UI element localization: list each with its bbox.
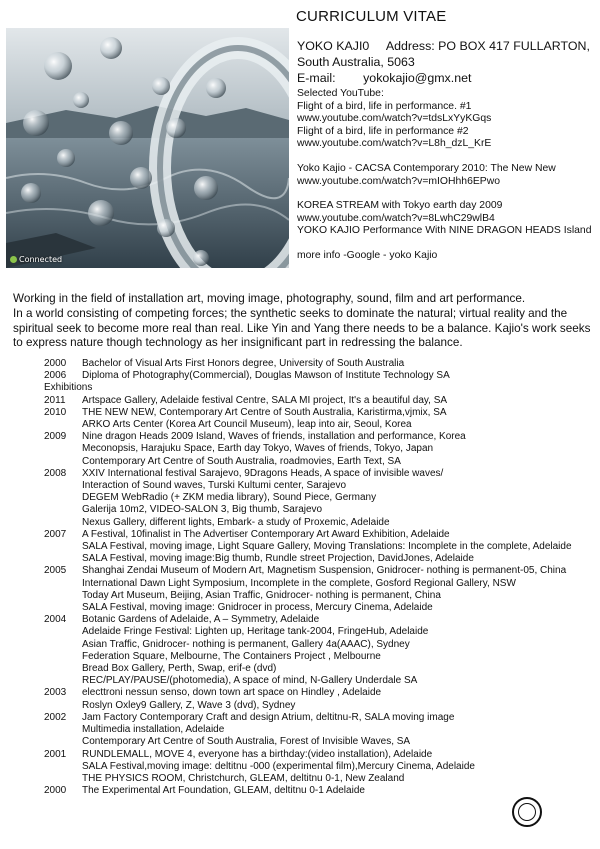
youtube-line: Flight of a bird, life in performance #2 — [297, 125, 469, 137]
cv-row — [44, 578, 600, 590]
cv-year: 2002 — [44, 711, 67, 723]
cv-row — [44, 553, 600, 565]
cv-year — [44, 602, 82, 614]
cv-row — [44, 785, 600, 797]
cv-entry: Galerija 10m2, VIDEO-SALON 3, Big thumb, Sarajevo — [82, 504, 323, 516]
cv-year — [44, 590, 82, 602]
cv-row — [44, 626, 600, 638]
cv-entry: ARKO Arts Center (Korea Art Council Museum), leap into air, Seoul, Korea — [82, 419, 412, 431]
cv-row — [44, 370, 600, 382]
cv-row — [44, 773, 600, 785]
cv-entry: THE NEW NEW, Contemporary Art Centre of South Australia, Karistirma,vjmix, SA — [82, 406, 447, 418]
cv-entry: Asian Traffic, Gnidrocer- nothing is permanent, Gallery 4a(AAAC), Sydney — [82, 638, 410, 650]
more-info: more info -Google - yoko Kajio — [297, 249, 438, 261]
cv-entry: REC/PLAY/PAUSE/(photomedia), A space of mind, N-Gallery Underdale SA — [82, 675, 418, 687]
cv-row — [44, 407, 600, 419]
cv-entry: Today Art Museum, Beijing, Asian Traffic, Gnidrocer- nothing is permanent, China — [82, 589, 441, 601]
cv-row — [44, 443, 600, 455]
cv-year — [44, 773, 82, 785]
cv-year — [44, 553, 82, 565]
youtube-line: Flight of a bird, life in performance. #1 — [297, 100, 472, 112]
cv-year — [44, 504, 82, 516]
cv-year — [44, 663, 82, 675]
cv-row — [44, 724, 600, 736]
contact-region: South Australia, 5063 — [297, 55, 415, 69]
cv-year — [44, 675, 82, 687]
cv-entry: Shanghai Zendai Museum of Modern Art, Magnetism Suspension, Gnidrocer- nothing is permanent-05, China — [82, 565, 567, 577]
youtube-list — [297, 88, 597, 263]
cv-row — [44, 565, 600, 577]
cv-entry: Botanic Gardens of Adelaide, A – Symmetry, Adelaide — [82, 614, 320, 626]
cv-row — [44, 517, 600, 529]
cv-entry: Diploma of Photography(Commercial), Douglas Mawson of Institute Technology SA — [82, 370, 450, 382]
cv-entry: Multimedia installation, Adelaide — [82, 724, 225, 736]
cv-entry: Contemporary Art Centre of South Australia, roadmovies, Earth Text, SA — [82, 455, 401, 467]
cv-entry: DEGEM WebRadio (+ ZKM media library), Sound Piece, Germany — [82, 492, 377, 504]
cv-year: 2009 — [44, 431, 67, 443]
cv-row — [44, 468, 600, 480]
cv-row — [44, 431, 600, 443]
cv-year — [44, 651, 82, 663]
cv-row — [44, 761, 600, 773]
cv-entry: SALA Festival, moving image, Light Square Gallery, Moving Translations: Incomplete in the complete, Adelaide — [82, 541, 572, 553]
cv-heading-text: Exhibitions — [44, 382, 93, 394]
youtube-line: YOKO KAJIO Performance With NINE DRAGON HEADS Island — [297, 225, 592, 237]
cv-entry: SALA Festival,moving image: deltitnu -000 (experimental film),Mercury Cinema, Adelaide — [82, 760, 475, 772]
artwork-image — [6, 28, 289, 268]
spacer — [297, 238, 597, 250]
cv-year — [44, 480, 82, 492]
cv-row — [44, 700, 600, 712]
cv-year — [44, 700, 82, 712]
page-title: CURRICULUM VITAE — [296, 8, 447, 25]
cv-year — [44, 761, 82, 773]
youtube-line: KOREA STREAM with Tokyo earth day 2009 — [297, 200, 503, 212]
statement-p2: In a world consisting of competing forces; the synthetic seeks to dominate the natural; virtual reality and the spiritual seek to become more real than real. Like Yin and Yang there needs to be a balance. Kajio's work seeks to express nature though technology as her insignificant part in redressing the balance. — [13, 306, 591, 350]
cv-year: 2010 — [44, 406, 67, 418]
cv-entry: electtroni nessun senso, down town art space on Hindley , Adelaide — [82, 687, 382, 699]
email-label: E-mail: — [297, 71, 336, 85]
cv-row — [44, 736, 600, 748]
cv-row — [44, 712, 600, 724]
artist-statement — [13, 292, 595, 351]
cv-entry: Federation Square, Melbourne, The Containers Project , Melbourne — [82, 650, 381, 662]
cv-row — [44, 504, 600, 516]
youtube-link[interactable]: www.youtube.com/watch?v=mIOHhh6EPwo — [297, 175, 500, 187]
cv-year — [44, 492, 82, 504]
cv-year — [44, 419, 82, 431]
cv-row — [44, 480, 600, 492]
cv-row — [44, 456, 600, 468]
cv-entry: Nexus Gallery, different lights, Embark- a study of Proxemic, Adelaide — [82, 516, 390, 528]
youtube-link[interactable]: www.youtube.com/watch?v=tdsLxYyKGqs — [297, 113, 492, 125]
cv-year: 2007 — [44, 528, 67, 540]
statement-p1: Working in the field of installation art, moving image, photography, sound, film and art performance. — [13, 292, 526, 305]
youtube-link[interactable]: www.youtube.com/watch?v=8LwhC29wlB4 — [297, 212, 495, 224]
cv-year — [44, 578, 82, 590]
cv-list — [44, 358, 600, 797]
logo-mark-icon — [518, 803, 536, 821]
cv-entry: Roslyn Oxley9 Gallery, Z, Wave 3 (dvd), Sydney — [82, 699, 296, 711]
cv-row — [44, 529, 600, 541]
cv-year — [44, 456, 82, 468]
cv-entry: XXIV International festival Sarajevo, 9Dragons Heads, A space of invisible waves/ — [82, 467, 444, 479]
cv-year: 2006 — [44, 370, 67, 382]
cv-entry: RUNDLEMALL, MOVE 4, everyone has a birthday:(video installation), Adelaide — [82, 748, 433, 760]
cv-entry: Artspace Gallery, Adelaide festival Centre, SALA MI project, It's a beautiful day, SA — [82, 394, 448, 406]
connection-status: Connected — [10, 255, 62, 264]
cv-year: 2004 — [44, 614, 67, 626]
cv-year — [44, 517, 82, 529]
cv-row — [44, 675, 600, 687]
cv-row — [44, 492, 600, 504]
cv-year: 2011 — [44, 394, 66, 406]
cv-entry: Meconopsis, Harajuku Space, Earth day Tokyo, Waves of friends, Tokyo, Japan — [82, 443, 434, 455]
cv-year — [44, 443, 82, 455]
cv-row — [44, 639, 600, 651]
cv-year: 2000 — [44, 785, 67, 797]
cv-section-heading — [44, 382, 600, 394]
cv-row — [44, 541, 600, 553]
cv-year — [44, 626, 82, 638]
cv-row — [44, 602, 600, 614]
cv-row — [44, 614, 600, 626]
cv-year: 2000 — [44, 358, 67, 369]
artwork-photo — [6, 28, 289, 268]
cv-entry: SALA Festival, moving image: Gnidrocer in process, Mercury Cinema, Adelaide — [82, 602, 433, 614]
cv-row — [44, 590, 600, 602]
logo — [512, 797, 542, 827]
cv-entry: Bread Box Gallery, Perth, Swap, erif-e (dvd) — [82, 663, 277, 675]
cv-entry: The Experimental Art Foundation, GLEAM, deltitnu 0-1 Adelaide — [82, 785, 365, 797]
cv-year — [44, 724, 82, 736]
cv-entry: Nine dragon Heads 2009 Island, Waves of friends, installation and performance, Korea — [82, 431, 466, 443]
cv-year — [44, 639, 82, 651]
cv-entry: International Dawn Light Symposium, Incomplete in the complete, Gosford Regional Gallery, NSW — [82, 577, 516, 589]
email-value[interactable]: yokokajio@gmx.net — [363, 71, 472, 85]
cv-row — [44, 358, 600, 370]
contact-name-address: YOKO KAJI0 Address: PO BOX 417 FULLARTON, — [297, 39, 590, 53]
cv-entry: Jam Factory Contemporary Craft and design Atrium, deltitnu-R, SALA moving image — [82, 711, 455, 723]
cv-entry: SALA Festival, moving image:Big thumb, Rundle street Projection, DavidJones, Adelaide — [82, 553, 474, 565]
cv-row — [44, 687, 600, 699]
cv-row — [44, 395, 600, 407]
youtube-link[interactable]: www.youtube.com/watch?v=L8h_dzL_KrE — [297, 138, 492, 150]
spacer — [297, 151, 597, 163]
cv-year — [44, 736, 82, 748]
youtube-heading: Selected YouTube: — [297, 88, 384, 99]
cv-year: 2001 — [44, 748, 67, 760]
cv-row — [44, 663, 600, 675]
cv-entry: THE PHYSICS ROOM, Christchurch, GLEAM, deltitnu 0-1, New Zealand — [82, 772, 405, 784]
cv-row — [44, 419, 600, 431]
cv-entry: A Festival, 10finalist in The Advertiser Contemporary Art Award Exhibition, Adelaide — [82, 528, 450, 540]
spacer — [297, 188, 597, 200]
cv-year: 2008 — [44, 467, 67, 479]
contact-block — [297, 38, 597, 86]
cv-year: 2003 — [44, 687, 67, 699]
cv-entry: Adelaide Fringe Festival: Lighten up, Heritage tank-2004, FringeHub, Adelaide — [82, 626, 429, 638]
cv-entry: Interaction of Sound waves, Turski Kultumi center, Sarajevo — [82, 480, 347, 492]
cv-row — [44, 749, 600, 761]
cv-entry: Contemporary Art Centre of South Australia, Forest of Invisible Waves, SA — [82, 736, 411, 748]
cv-year: 2005 — [44, 565, 67, 577]
youtube-line: Yoko Kajio - CACSA Contemporary 2010: The New New — [297, 162, 556, 174]
cv-entry: Bachelor of Visual Arts First Honors degree, University of South Australia — [82, 358, 405, 369]
contact-email-row — [297, 70, 597, 86]
cv-year — [44, 541, 82, 553]
cv-row — [44, 651, 600, 663]
connected-icon — [10, 256, 17, 263]
